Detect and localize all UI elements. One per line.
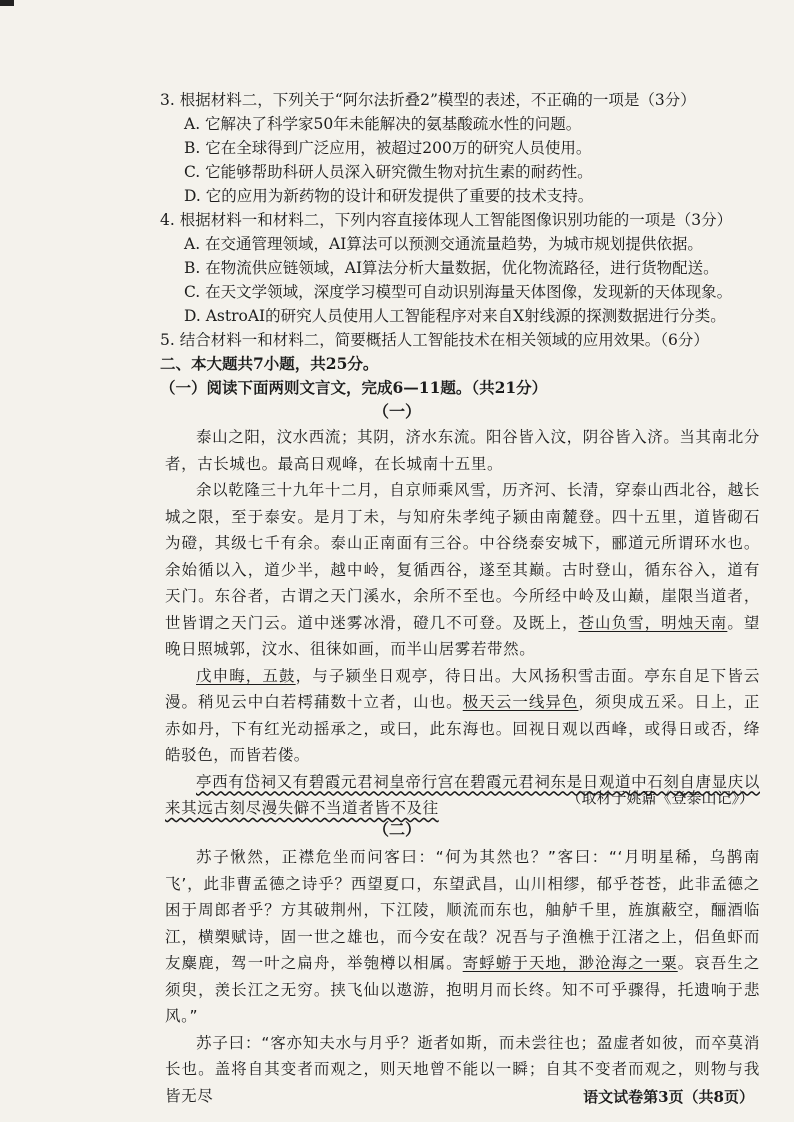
text-1-p2-underlined: 苍山负雪，明烛天南 (578, 613, 728, 632)
question-4-option-c: C. 在天文学领域，深度学习模型可自动识别海量天体图像，发现新的天体现象。 (184, 283, 733, 301)
question-5-stem: 5. 结合材料一和材料二，简要概括人工智能技术在相关领域的应用效果。（6分） (160, 331, 709, 349)
text-2-label: （二） (372, 820, 421, 839)
question-3-option-a: A. 它解决了科学家50年未能解决的氨基酸疏水性的问题。 (184, 115, 582, 133)
question-3-stem: 3. 根据材料二，下列关于“阿尔法折叠2”模型的表述，不正确的一项是（3分） (160, 91, 696, 109)
text-1-p2-part-a: 余以乾隆三十九年十二月，自京师乘风雪，历齐河、长清，穿泰山西北谷，越长城之限，至于泰安。是月丁未，与知府朱孝纯子颍由南麓登。四十五里，道皆砌石为磴，其级七千有余。泰山正南面有三谷。中谷绕泰安城下，郦道元所谓环水也。余始循以入，道少半，越中岭，复循西谷，遂至其巅。古时登山，循东谷入，道有天门。东谷者，古谓之天门溪水，余所不至也。今所经中岭及山巅，崖限当道者，世皆谓之天门云。道中迷雾冰滑，磴几不可登。及既上， (165, 481, 760, 632)
text-1-p3-part-a: ，与子颍坐日观亭，待日出。大风扬积雪击面。亭东自足下皆云漫。稍见云中白若樗蒱数十立者，山也。 (165, 666, 760, 711)
question-3-option-c: C. 它能够帮助科研人员深入研究微生物对抗生素的耐药性。 (184, 163, 593, 181)
text-2-p1-part-a: 苏子愀然，正襟危坐而问客曰：“何为其然也？”客曰：“‘月明星稀，乌鹊南飞’，此非曹孟德之诗乎？西望夏口，东望武昌，山川相缪，郁乎苍苍，此非孟德之困于周郎者乎？方其破荆州，下江陵，顺流而东也，舳舻千里，旌旗蔽空，酾酒临江，横槊赋诗，固一世之雄也，而今安在哉？况吾与子渔樵于江渚之上，侣鱼虾而友麋鹿，驾一叶之扁舟，举匏樽以相属。 (165, 848, 760, 972)
text-1-p3-part-b: ，须臾成五采。日上，正赤如丹，下有红光动摇承之，或曰，此东海也。回视日观以西峰，或得日或否，绛皓驳色，而皆若偻。 (165, 693, 760, 764)
question-4-stem: 4. 根据材料一和材料二，下列内容直接体现人工智能图像识别功能的一项是（3分） (160, 211, 733, 229)
text-1-p3-underlined-2: 极天云一线异色 (462, 693, 579, 711)
text-1-body (165, 424, 760, 822)
text-1-paragraph-1: 泰山之阳，汶水西流；其阴，济水东流。阳谷皆入汶，阴谷皆入济。当其南北分者，古长城也。最高日观峰，在长城南十五里。 (165, 428, 760, 473)
text-1-paragraph-3 (165, 663, 760, 769)
section-2-title: 二、本大题共7小题，共25分。 (160, 354, 379, 373)
text-1-p2-part-b: 。望晚日照城郭，汶水、徂徕如画，而半山居雾若带然。 (165, 613, 760, 658)
question-3-option-d: D. 它的应用为新药物的设计和研发提供了重要的技术支持。 (184, 187, 594, 205)
text-2-paragraph-1 (165, 844, 760, 1030)
text-1-paragraph-2 (165, 477, 760, 663)
text-1-source: （取材于姚鼐《登泰山记》） (566, 789, 754, 807)
section-2-sub-1: （一）阅读下面两则文言文，完成6—11题。（共21分） (160, 378, 548, 397)
text-2-body (165, 844, 760, 1109)
question-4-option-b: B. 在物流供应链领域，AI算法分析大量数据，优化物流路径，进行货物配送。 (184, 259, 719, 277)
question-4-option-d: D. AstroAI的研究人员使用人工智能程序对来自X射线源的探测数据进行分类。 (184, 307, 726, 325)
page-footer: 语文试卷第3页（共8页） (583, 1088, 754, 1106)
text-1-p3-underlined-1: 戊申晦，五鼓 (196, 666, 296, 685)
text-2-paragraph-2: 苏子曰：“客亦知夫水与月乎？逝者如斯，而未尝往也；盈虚者如彼，而卒莫消长也。盖将自其变者而观之，则天地曾不能以一瞬；自其不变者而观之，则物与我皆无尽 (165, 1033, 760, 1105)
text-1-wavy-passage: 亭西有岱祠又有碧霞元君祠皇帝行宫在碧霞元君祠东是日观道中石刻自唐显庆以来其远古刻尽漫失僻不当道者皆不及往 (165, 772, 760, 817)
text-2-p1-underlined: 寄蜉蝣于天地，渺沧海之一粟 (462, 954, 678, 972)
text-1-label: （一） (372, 402, 421, 421)
text-2-p1-part-b: 。哀吾生之须臾，羡长江之无穷。挟飞仙以遨游，抱明月而长终。知不可乎骤得，托遗响于悲风。” (165, 954, 760, 1025)
scan-edge-mark (0, 0, 14, 6)
question-3-option-b: B. 它在全球得到广泛应用，被超过200万的研究人员使用。 (184, 139, 592, 157)
question-4-option-a: A. 在交通管理领域，AI算法可以预测交通流量趋势，为城市规划提供依据。 (184, 235, 703, 253)
